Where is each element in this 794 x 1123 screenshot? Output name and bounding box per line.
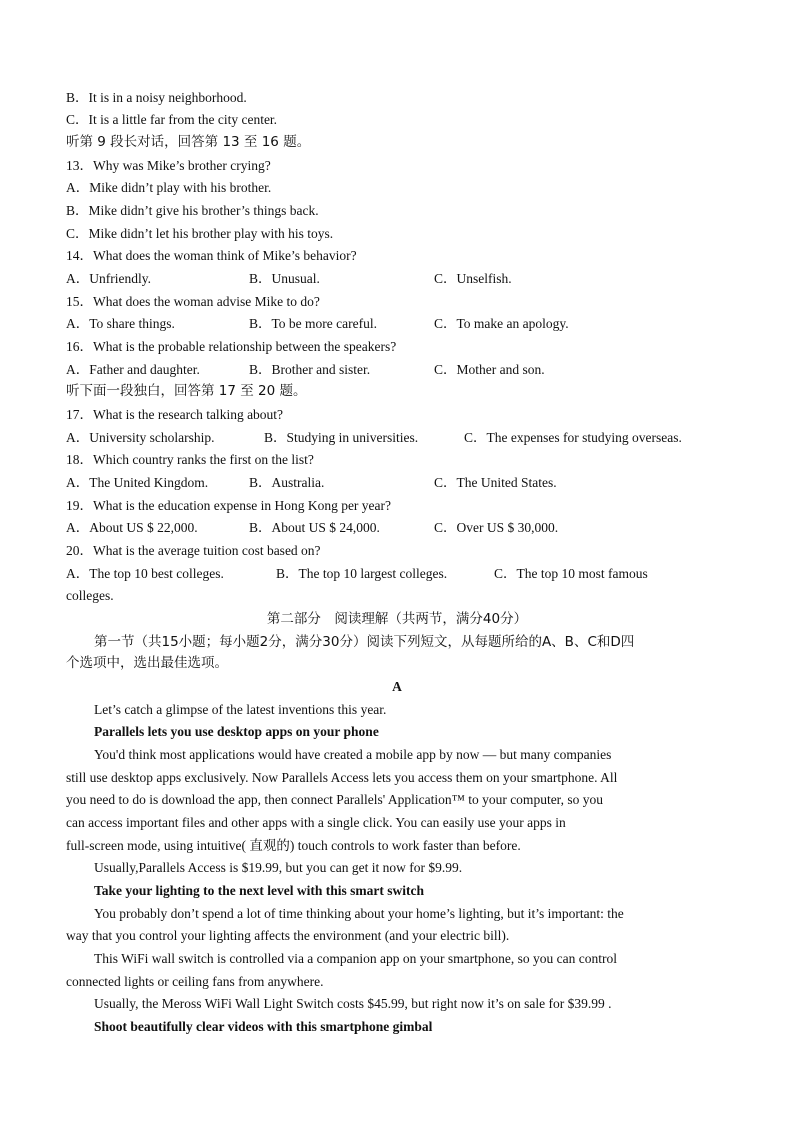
parallels-price: Usually,Parallels Access is $19.99, but you can get it now for $9.99. [94,860,463,875]
q19-option-c: C．Over US $ 30,000. [434,520,559,535]
q12-option-b: B．It is in a noisy neighborhood. [66,90,247,105]
parallels-line5: full-screen mode, using intuitive( 直观的) touch controls to work faster than before. [66,838,521,853]
monologue-instruction: 听下面一段独白，回答第 17 至 20 题。 [66,383,307,399]
lighting-line2: way that you control your lighting affects the environment (and your electric bill). [66,928,510,943]
parallels-line3: you need to do is download the app, then connect Parallels' Application™ to your computer, so you [66,792,604,807]
q15-option-b: B．To be more careful. [249,316,378,331]
q14-stem: 14．What does the woman think of Mike’s behavior? [66,248,357,263]
q15-stem: 15．What does the woman advise Mike to do? [66,294,320,309]
lighting-line1: You probably don’t spend a lot of time thinking about your home’s lighting, but it’s important: the [94,906,624,921]
parallels-line2: still use desktop apps exclusively. Now Parallels Access lets you access them on your smartphone. All [66,770,618,785]
passage-letter: A [392,679,402,694]
q16-option-c: C．Mother and son. [434,362,545,377]
q19-stem: 19．What is the education expense in Hong Kong per year? [66,498,392,513]
part2-heading: 第二部分 阅读理解（共两节，满分40分） [266,611,528,627]
q15-option-a: A．To share things. [66,316,175,331]
q19-option-b: B．About US $ 24,000. [249,520,380,535]
q16-option-a: A．Father and daughter. [66,362,200,377]
q19-option-a: A．About US $ 22,000. [66,520,198,535]
q13-stem: 13．Why was Mike’s brother crying? [66,158,271,173]
parallels-line1: You'd think most applications would have created a mobile app by now — but many companies [94,747,612,762]
q20-option-a: A．The top 10 best colleges. [66,566,224,581]
q14-option-b: B．Unusual. [249,271,320,286]
q18-option-c: C．The United States. [434,475,557,490]
section1-instruction-line1: 第一节（共15小题；每小题2分，满分30分）阅读下列短文，从每题所给的A、B、C和D四 [94,634,635,650]
heading-smart-switch: Take your lighting to the next level with this smart switch [94,883,425,898]
q20-stem: 20．What is the average tuition cost based on? [66,543,321,558]
q17-option-b: B．Studying in universities. [264,430,419,445]
q18-option-a: A．The United Kingdom. [66,475,209,490]
parallels-line4: can access important files and other apps with a single click. You can easily use your apps in [66,815,566,830]
q18-stem: 18．Which country ranks the first on the list? [66,452,314,467]
q20-option-b: B．The top 10 largest colleges. [276,566,448,581]
heading-parallels: Parallels lets you use desktop apps on your phone [94,724,379,739]
switch-line2: connected lights or ceiling fans from anywhere. [66,974,324,989]
q15-option-c: C．To make an apology. [434,316,569,331]
q13-option-c: C．Mike didn’t let his brother play with his toys. [66,226,334,241]
q14-option-c: C．Unselfish. [434,271,512,286]
q17-stem: 17．What is the research talking about? [66,407,284,422]
q17-option-c: C．The expenses for studying overseas. [464,430,682,445]
q14-option-a: A．Unfriendly. [66,271,151,286]
q13-option-b: B．Mike didn’t give his brother’s things back. [66,203,319,218]
q13-option-a: A．Mike didn’t play with his brother. [66,180,272,195]
heading-gimbal: Shoot beautifully clear videos with this smartphone gimbal [94,1019,433,1034]
dialog9-instruction: 听第 9 段长对话，回答第 13 至 16 题。 [66,134,311,150]
passage-intro: Let’s catch a glimpse of the latest inventions this year. [94,702,387,717]
q12-option-c: C．It is a little far from the city center. [66,112,278,127]
q16-stem: 16．What is the probable relationship between the speakers? [66,339,397,354]
q20-option-c-continued: colleges. [66,588,114,603]
section1-instruction-line2: 个选项中，选出最佳选项。 [66,655,228,671]
switch-line1: This WiFi wall switch is controlled via a companion app on your smartphone, so you can control [94,951,617,966]
q17-option-a: A．University scholarship. [66,430,215,445]
q18-option-b: B．Australia. [249,475,325,490]
q20-option-c: C．The top 10 most famous [494,566,648,581]
q16-option-b: B．Brother and sister. [249,362,371,377]
switch-price: Usually, the Meross WiFi Wall Light Switch costs $45.99, but right now it’s on sale for $39.99 . [94,996,612,1011]
